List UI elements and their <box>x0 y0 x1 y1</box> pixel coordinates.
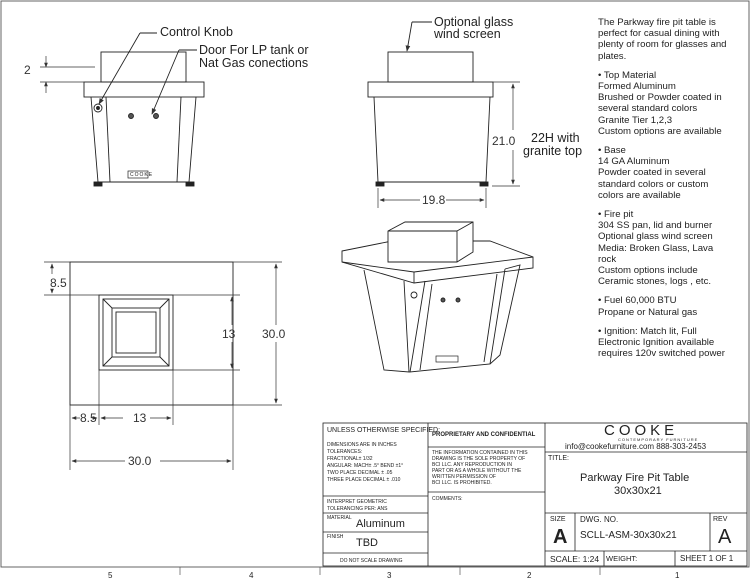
side-view <box>368 52 493 186</box>
tb-rev-label: REV <box>713 516 728 523</box>
dim-overall-h: 30.0 <box>128 454 152 468</box>
front-glass-screen <box>101 52 186 82</box>
dimension-lines <box>40 56 520 470</box>
tb-tol-4: ANGULAR: MACH± .5° BEND ±1° <box>327 463 404 469</box>
note-fire-pit: • Fire pit 304 SS pan, lid and burner Optional glass wind screen Media: Broken Glass, Lava rock Custom options include Ceramic stones, logs , etc. <box>598 209 714 288</box>
tb-prop-1: THE INFORMATION CONTAINED IN THIS <box>432 450 528 456</box>
callout-door-line2: Nat Gas conections <box>199 56 309 70</box>
tb-title-1: Parkway Fire Pit Table <box>580 472 690 484</box>
tb-tol-5: TWO PLACE DECIMAL ± .05 <box>327 470 393 476</box>
callout-granite-line2: granite top <box>523 144 583 158</box>
tb-dwg-no: SCLL-ASM-30x30x21 <box>580 530 677 541</box>
tb-finish-label: FINISH <box>327 534 344 540</box>
dim-lip: 2 <box>24 63 31 77</box>
tb-dwg-label: DWG. NO. <box>580 515 619 524</box>
tb-logo: COOKE <box>604 422 679 439</box>
dim-height: 21.0 <box>492 134 516 148</box>
tb-prop-2: DRAWING IS THE SOLE PROPERTY OF <box>432 456 526 462</box>
dim-opening-h: 13 <box>133 411 147 425</box>
tb-tolerancing: TOLERANCING PER: ANS <box>327 506 388 512</box>
callout-granite-line1: 22H with <box>531 131 580 145</box>
tb-logo-sub: CONTEMPORARY FURNITURE <box>618 437 699 442</box>
tb-title-2: 30x30x21 <box>614 485 662 497</box>
side-glass-screen <box>388 52 473 82</box>
tb-finish: TBD <box>356 537 378 549</box>
callout-glass-line1: Optional glass <box>434 15 514 29</box>
zone-3: 3 <box>387 571 392 580</box>
front-view <box>84 52 204 186</box>
dim-offset-top: 8.5 <box>50 276 67 290</box>
tb-unless: UNLESS OTHERWISE SPECIFIED: <box>327 427 441 434</box>
tb-comments: COMMENTS: <box>432 496 463 502</box>
top-outline <box>70 262 236 405</box>
tb-rev: A <box>718 526 732 548</box>
tb-tol-3: FRACTIONAL± 1/32 <box>327 456 373 462</box>
note-base: • Base 14 GA Aluminum Powder coated in several standard colors or custom colors are available <box>598 145 709 201</box>
tb-scale: SCALE: 1:24 <box>550 554 600 564</box>
tb-size-label: SIZE <box>550 516 566 523</box>
dim-offset-left: 8.5 <box>80 411 97 425</box>
tb-tol-1: DIMENSIONS ARE IN INCHES <box>327 442 397 448</box>
tb-material-label: MATERIAL <box>327 515 352 521</box>
callout-door-line1: Door For LP tank or <box>199 43 309 57</box>
tb-weight: WEIGHT: <box>606 554 638 563</box>
note-top-material: • Top Material Formed Aluminum Brushed or Powder coated in several standard colors Granite Tier 1,2,3 Custom options are available <box>598 69 722 137</box>
tb-interpret: INTERPRET GEOMETRIC <box>327 499 387 505</box>
tb-prop-6: BCI LLC. IS PROHIBITED. <box>432 480 492 486</box>
callout-glass-line2: wind screen <box>434 27 501 41</box>
tb-tol-6: THREE PLACE DECIMAL ± .010 <box>327 477 401 483</box>
tb-title-label: TITLE: <box>548 455 570 462</box>
front-nameplate-text: COOKE <box>130 172 154 178</box>
dim-opening-v: 13 <box>222 327 236 341</box>
tb-proprietary: PROPRIETARY AND CONFIDENTIAL <box>432 432 536 438</box>
tb-prop-3: BCI LLC. ANY REPRODUCTION IN <box>432 462 512 468</box>
zone-4: 4 <box>249 571 254 580</box>
dim-base-width: 19.8 <box>422 193 446 207</box>
callout-control-knob: Control Knob <box>160 25 233 39</box>
front-tabletop <box>84 82 204 97</box>
tb-tol-2: TOLERANCES: <box>327 449 363 455</box>
tb-prop-5: WRITTEN PERMISSION OF <box>432 474 496 480</box>
tb-do-not-scale: DO NOT SCALE DRAWING <box>340 558 403 564</box>
tb-contact: info@cookefurniture.com 888-303-2453 <box>565 442 707 451</box>
zone-5: 5 <box>108 571 113 580</box>
top-view <box>70 262 236 405</box>
zone-1: 1 <box>675 571 680 580</box>
tb-prop-4: PART OR AS A WHOLE WITHOUT THE <box>432 468 522 474</box>
tb-sheet: SHEET 1 OF 1 <box>680 554 734 563</box>
tb-material: Aluminum <box>356 518 405 530</box>
note-intro: The Parkway fire pit table is perfect for casual dining with plenty of room for glasses and plates. <box>598 17 727 62</box>
zone-2: 2 <box>527 571 532 580</box>
tb-size: A <box>553 526 568 548</box>
note-fuel: • Fuel 60,000 BTU Propane or Natural gas <box>598 295 698 318</box>
dim-overall-v: 30.0 <box>262 327 286 341</box>
spec-notes <box>598 17 748 367</box>
note-ignition: • Ignition: Match lit, Full Electronic Ignition available requires 120v switched power <box>598 325 725 360</box>
iso-view <box>342 222 533 372</box>
